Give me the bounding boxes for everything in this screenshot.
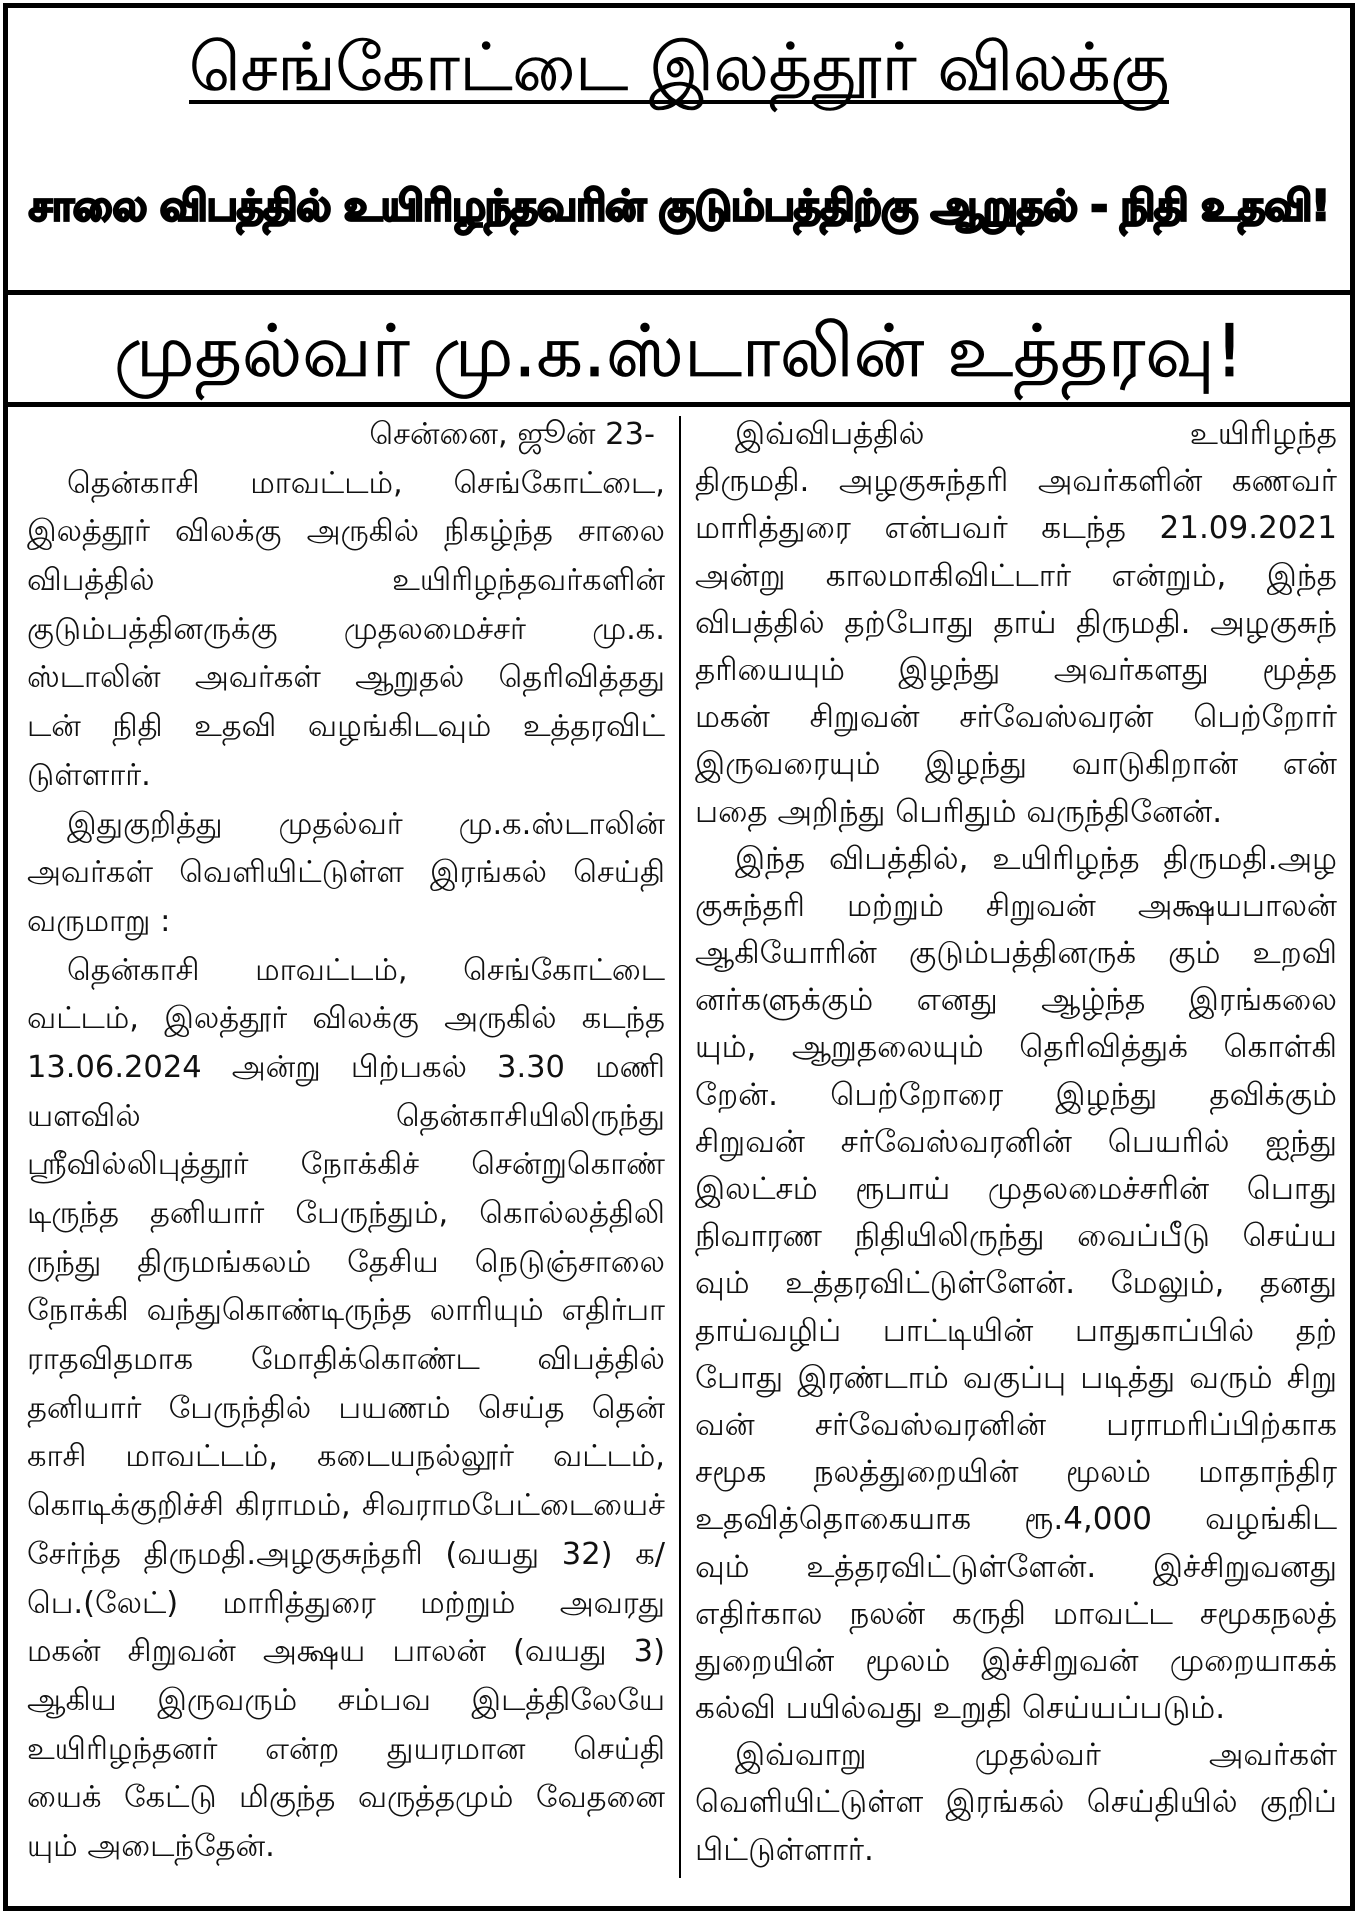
right-column-line: வெளியிட்டுள்ள இரங்கல் செய்தியில் குறிப்	[695, 1784, 1337, 1821]
left-column-line: இதுகுறித்து முதல்வர் மு.க.ஸ்டாலின்	[67, 806, 665, 842]
left-column-line: மகன் சிறுவன் அக்ஷய பாலன் (வயது 3)	[27, 1634, 665, 1670]
right-column-line: இவ்வாறு முதல்வர் அவர்கள்	[735, 1737, 1337, 1774]
right-column-line: அன்று காலமாகிவிட்டார் என்றும், இந்த	[695, 557, 1337, 594]
right-column-line: னர்களுக்கும் எனது ஆழ்ந்த இரங்கலை	[695, 982, 1337, 1019]
right-column-line: எதிர்கால நலன் கருதி மாவட்ட சமூகநலத்	[695, 1595, 1337, 1632]
right-column-line: இலட்சம் ரூபாய் முதலமைச்சரின் பொது	[695, 1171, 1337, 1207]
right-column-line: சிறுவன் சர்வேஸ்வரனின் பெயரில் ஐந்து	[695, 1123, 1337, 1160]
right-column-line: போது இரண்டாம் வகுப்பு படித்து வரும் சிறு	[695, 1359, 1337, 1396]
subheadline-divider	[3, 402, 1355, 407]
headline-row	[8, 142, 1350, 270]
subheadline: முதல்வர் மு.க.ஸ்டாலின் உத்தரவு!	[114, 310, 1244, 394]
right-column-line: பிட்டுள்ளார்.	[695, 1831, 874, 1868]
right-column-line: இந்த விபத்தில், உயிரிழந்த திருமதி.அழ	[735, 840, 1337, 877]
dateline: சென்னை, ஜூன் 23-	[369, 417, 655, 452]
right-column-line: வும் உத்தரவிட்டுள்ளேன். இச்சிறுவனது	[695, 1548, 1337, 1585]
right-column-line: றேன். பெற்றோரை இழந்து தவிக்கும்	[695, 1076, 1337, 1113]
left-column-line: ராதவிதமாக மோதிக்கொண்ட விபத்தில்	[27, 1342, 665, 1378]
right-column-line: உதவித்தொகையாக ரூ.4,000 வழங்கிட	[695, 1501, 1337, 1538]
left-column-line: 13.06.2024 அன்று பிற்பகல் 3.30 மணி	[27, 1049, 665, 1085]
left-column-line: அவர்கள் வெளியிட்டுள்ள இரங்கல் செய்தி	[27, 855, 665, 891]
right-column-line: யும், ஆறுதலையும் தெரிவித்துக் கொள்கி	[695, 1029, 1337, 1066]
right-column-line: இருவரையும் இழந்து வாடுகிறான் என்	[695, 746, 1337, 783]
left-column-line: டன் நிதி உதவி வழங்கிடவும் உத்தரவிட்	[27, 709, 665, 745]
left-column-line: வட்டம், இலத்தூர் விலக்கு அருகில் கடந்த	[27, 1001, 665, 1037]
left-column-line: வருமாறு :	[27, 903, 171, 939]
left-column-line: டிருந்த தனியார் பேருந்தும், கொல்லத்திலி	[27, 1196, 665, 1231]
left-column-line: தனியார் பேருந்தில் பயணம் செய்த தென்	[27, 1390, 665, 1426]
left-column-line: பெ.(லேட்) மாரித்துரை மற்றும் அவரது	[27, 1585, 665, 1621]
kicker-title: செங்கோட்டை இலத்தூர் விலக்கு	[189, 28, 1169, 106]
left-column-line: ஆகிய இருவரும் சம்பவ இடத்திலேயே	[27, 1682, 665, 1718]
left-column-line: ஸ்ரீவில்லிபுத்தூர் நோக்கிச் சென்றுகொண்	[27, 1147, 665, 1183]
headline: சாலை விபத்தில் உயிரிழந்தவரின் குடும்பத்திற்கு ஆறுதல் - நிதி உதவி!	[28, 181, 1330, 230]
right-column-line: தாய்வழிப் பாட்டியின் பாதுகாப்பில் தற்	[695, 1312, 1337, 1349]
left-column-line: குடும்பத்தினருக்கு முதலமைச்சர் மு.க.	[27, 611, 665, 647]
left-column-line: ஸ்டாலின் அவர்கள் ஆறுதல் தெரிவித்தது	[27, 660, 665, 696]
subheadline-row	[8, 304, 1350, 400]
left-column-line: யைக் கேட்டு மிகுந்த வருத்தமும் வேதனை	[27, 1780, 665, 1816]
right-column-line: வும் உத்தரவிட்டுள்ளேன். மேலும், தனது	[695, 1265, 1337, 1302]
left-column-line: கொடிக்குறிச்சி கிராமம், சிவராமபேட்டையைச்	[27, 1488, 665, 1524]
left-column-line: விபத்தில் உயிரிழந்தவர்களின்	[27, 563, 665, 599]
right-column-line: குசுந்தரி மற்றும் சிறுவன் அக்ஷயபாலன்	[695, 887, 1337, 924]
right-column-line: சமூக நலத்துறையின் மூலம் மாதாந்திர	[695, 1454, 1337, 1491]
left-column-line: யும் அடைந்தேன்.	[27, 1828, 275, 1864]
left-column-line: காசி மாவட்டம், கடையநல்லூர் வட்டம்,	[27, 1439, 665, 1475]
left-column-line: உயிரிழந்தனர் என்ற துயரமான செய்தி	[27, 1731, 665, 1767]
left-column-line: ருந்து திருமங்கலம் தேசிய நெடுஞ்சாலை	[27, 1244, 665, 1280]
left-column-line: சேர்ந்த திருமதி.அழகுசுந்தரி (வயது 32) க/	[27, 1536, 665, 1572]
left-column-line: தென்காசி மாவட்டம், செங்கோட்டை	[67, 952, 665, 988]
left-column-line: யளவில் தென்காசியிலிருந்து	[27, 1098, 665, 1134]
right-column-line: விபத்தில் தற்போது தாய் திருமதி. அழகுசுந்	[695, 604, 1337, 641]
right-column-line: மாரித்துரை என்பவர் கடந்த 21.09.2021	[695, 510, 1337, 547]
column-divider	[679, 416, 681, 1878]
right-column-line: கல்வி பயில்வது உறுதி செய்யப்படும்.	[695, 1690, 1226, 1727]
right-column-line: ஆகியோரின் குடும்பத்தினருக் கும் உறவி	[695, 935, 1337, 972]
right-column-line: துறையின் மூலம் இச்சிறுவன் முறையாகக்	[695, 1642, 1337, 1679]
right-column	[695, 411, 1337, 1874]
header-divider	[3, 290, 1355, 295]
right-column-line: தரியையும் இழந்து அவர்களது மூத்த	[695, 651, 1337, 688]
left-column	[27, 411, 665, 1872]
left-column-line: இலத்தூர் விலக்கு அருகில் நிகழ்ந்த சாலை	[27, 514, 665, 550]
left-column-line: டுள்ளார்.	[27, 757, 151, 793]
right-column-line: மகன் சிறுவன் சர்வேஸ்வரன் பெற்றோர்	[695, 699, 1337, 736]
left-column-line: தென்காசி மாவட்டம், செங்கோட்டை,	[67, 465, 665, 501]
right-column-line: நிவாரண நிதியிலிருந்து வைப்பீடு செய்ய	[695, 1218, 1337, 1255]
left-column-line: நோக்கி வந்துகொண்டிருந்த லாரியும் எதிர்பா	[27, 1293, 665, 1329]
right-column-line: வன் சர்வேஸ்வரனின் பராமரிப்பிற்காக	[695, 1406, 1337, 1443]
right-column-line: திருமதி. அழகுசுந்தரி அவர்களின் கணவர்	[695, 463, 1337, 500]
right-column-line: இவ்விபத்தில் உயிரிழந்த	[735, 416, 1337, 452]
kicker-row	[8, 22, 1350, 112]
right-column-line: பதை அறிந்து பெரிதும் வருந்தினேன்.	[695, 793, 1223, 830]
